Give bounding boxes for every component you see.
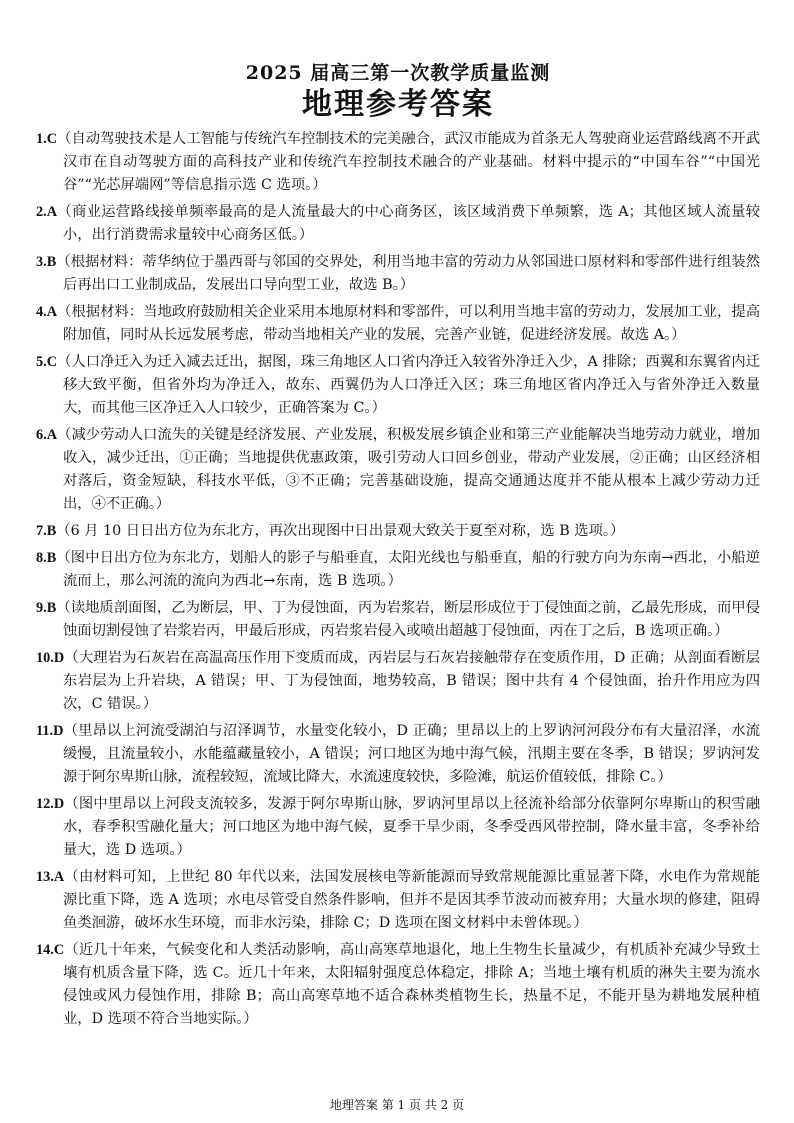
answer-explanation: （读地质剖面图，乙为断层，甲、丁为侵蚀面，丙为岩浆岩，断层形成位于丁侵蚀面之前，乙最先形成，而甲侵蚀面切割侵蚀了岩浆岩丙，甲最后形成，丙岩浆岩侵入或喷出超越丁侵蚀面，丙在丁之后，B 选项正确。） [56, 600, 760, 639]
answer-item [36, 720, 760, 789]
answer-item [36, 351, 760, 420]
answer-number: 11. [36, 723, 54, 739]
answer-explanation: （减少劳动人口流失的关键是经济发展、产业发展，积极发展乡镇企业和第三产业能解决当地劳动力就业，增加收入，减少迁出，①正确；当地提供优惠政策，吸引劳动人口回乡创业，带动产业发展，②正确；山区经济相对落后，资金短缺，科技水平低，③不正确；完善基础设施，提高交通通达度并不能从根本上减少劳动力迁出，④不正确。） [57, 427, 760, 512]
answer-explanation: （6 月 10 日日出方位为东北方，再次出现图中日出景观大致关于夏至对称，选 B 选项。） [56, 523, 625, 539]
answer-option: A [46, 204, 58, 220]
answer-explanation: （近几十年来，气候变化和人类活动影响，高山高寒草地退化，地上生物生长量减少，有机质补充减少导致土壤有机质含量下降，选 C。近几十年来，太阳辐射强度总体稳定，排除 A；当地土壤有机质的淋失主要为流水侵蚀或风力侵蚀作用，排除 B；高山高寒草地不适合森林类植物生长，热量不足，不能开垦为耕地发展种植业，D 选项不符合当地实际。） [63, 942, 760, 1027]
answer-number: 14. [36, 942, 54, 958]
answer-explanation: （里昂以上河流受湖泊与沼泽调节，水量变化较小，D 正确；里昂以上的上罗讷河河段分布有大量沼泽，水流缓慢，且流量较小，水能蕴藏量较小，A 错误；河口地区为地中海气候，汛期主要在冬季，B 错误；罗讷河发源于阿尔卑斯山脉，流程较短，流域比降大，水流速度较快，多险滩，航运价值较低，排除 C。） [63, 723, 760, 785]
answer-option: B [46, 550, 57, 566]
answer-explanation: （由材料可知，上世纪 80 年代以来，法国发展核电等新能源而导致常规能源比重显著下降，水电作为常规能源比重下降，选 A 选项；水电尽管受自然条件影响，但并不是因其季节波动而被弃用；大量水坝的修建，阻碍鱼类洄游，破坏水生环境，而非水污染，排除 C；D 选项在图文材料中未曾体现。） [63, 869, 760, 931]
answer-item [36, 128, 760, 197]
answer-number: 8. [36, 550, 47, 566]
answer-item [36, 251, 760, 297]
answer-option: C [53, 942, 65, 958]
answer-number: 12. [36, 796, 54, 812]
answer-explanation: （图中日出方位为东北方，划船人的影子与船垂直，太阳光线也与船垂直，船的行驶方向为东南→西北，小船逆流而上，那么河流的流向为西北→东南，选 B 选项。） [56, 550, 760, 589]
answer-item [36, 647, 760, 716]
answer-list [36, 128, 760, 1031]
answer-number: 5. [36, 354, 47, 370]
page-footer: 地理答案 第 1 页 共 2 页 [329, 1098, 465, 1112]
answer-item [36, 597, 760, 643]
answer-explanation: （图中里昂以上河段支流较多，发源于阿尔卑斯山脉，罗讷河里昂以上径流补给部分依靠阿尔卑斯山的积雪融水，春季积雪融化量大；河口地区为地中海气候，夏季干旱少雨，冬季受西风带控制，降水量丰富，冬季补给量大，选 D 选项。） [63, 796, 760, 858]
answer-option: D [53, 796, 65, 812]
answer-number: 6. [36, 427, 47, 443]
answer-item [36, 939, 760, 1031]
answer-number: 3. [36, 254, 47, 270]
exam-subtitle: 2025 届高三第一次教学质量监测 [245, 62, 551, 84]
answer-explanation: （根据材料：蒂华纳位于墨西哥与邻国的交界处，利用当地丰富的劳动力从邻国进口原材料和零部件进行组装然后再出口工业制成品，发展出口导向型工业，故选 B。） [56, 254, 760, 293]
answer-item [36, 793, 760, 862]
answer-option: A [46, 427, 58, 443]
answer-item [36, 201, 760, 247]
answer-explanation: （大理岩为石灰岩在高温高压作用下变质而成，丙岩层与石灰岩接触带存在变质作用，D 正确；从剖面看断层东岩层为上升岩块，A 错误；甲、丁为侵蚀面，地势较高，B 错误；图中共有 4 个侵蚀面，抬升作用应为四次，C 错误。） [63, 650, 760, 712]
answer-number: 4. [36, 304, 47, 320]
answer-option: B [46, 254, 57, 270]
answer-number: 10. [36, 650, 54, 666]
answer-option: C [46, 354, 58, 370]
answer-explanation: （根据材料：当地政府鼓励相关企业采用本地原材料和零部件，可以利用当地丰富的劳动力，发展加工业，提高附加值，同时从长远发展考虑，带动当地相关产业的发展，完善产业链，促进经济发展。故选 A。） [57, 304, 760, 343]
answer-number: 7. [36, 523, 47, 539]
answer-item [36, 866, 760, 935]
answer-option: A [53, 869, 65, 885]
answer-item [36, 547, 760, 593]
answer-explanation: （人口净迁入为迁入减去迁出，据图，珠三角地区人口省内净迁入较省外净迁入少，A 排除；西翼和东翼省内迁移大致平衡，但省外均为净迁入，故东、西翼仍为人口净迁入区；珠三角地区省内净迁入与省外净迁入数量大，而其他三区净迁入人口较少，正确答案为 C。） [57, 354, 760, 416]
answer-explanation: （商业运营路线接单频率最高的是人流量最大的中心商务区，该区域消费下单频繁，选 A；其他区域人流量较小，出行消费需求量较中心商务区低。） [57, 204, 760, 243]
page-title: 地理参考答案 [302, 87, 494, 122]
answer-option: A [46, 304, 58, 320]
answer-option: B [46, 600, 57, 616]
answer-option: B [46, 523, 57, 539]
answer-option: C [46, 131, 58, 147]
answer-item [36, 424, 760, 516]
answer-number: 13. [36, 869, 54, 885]
answer-option: D [53, 723, 64, 739]
answer-item [36, 301, 760, 347]
answer-number: 9. [36, 600, 47, 616]
answer-option: D [53, 650, 65, 666]
answer-number: 2. [36, 204, 47, 220]
answer-explanation: （自动驾驶技术是人工智能与传统汽车控制技术的完美融合，武汉市能成为首条无人驾驶商业运营路线离不开武汉市在自动驾驶方面的高科技产业和传统汽车控制技术融合的产业基础。材料中提示的“中国车谷”“中国光谷”“光芯屏端网”等信息指示选 C 选项。） [57, 131, 760, 193]
answer-item [36, 520, 760, 543]
answer-number: 1. [36, 131, 47, 147]
